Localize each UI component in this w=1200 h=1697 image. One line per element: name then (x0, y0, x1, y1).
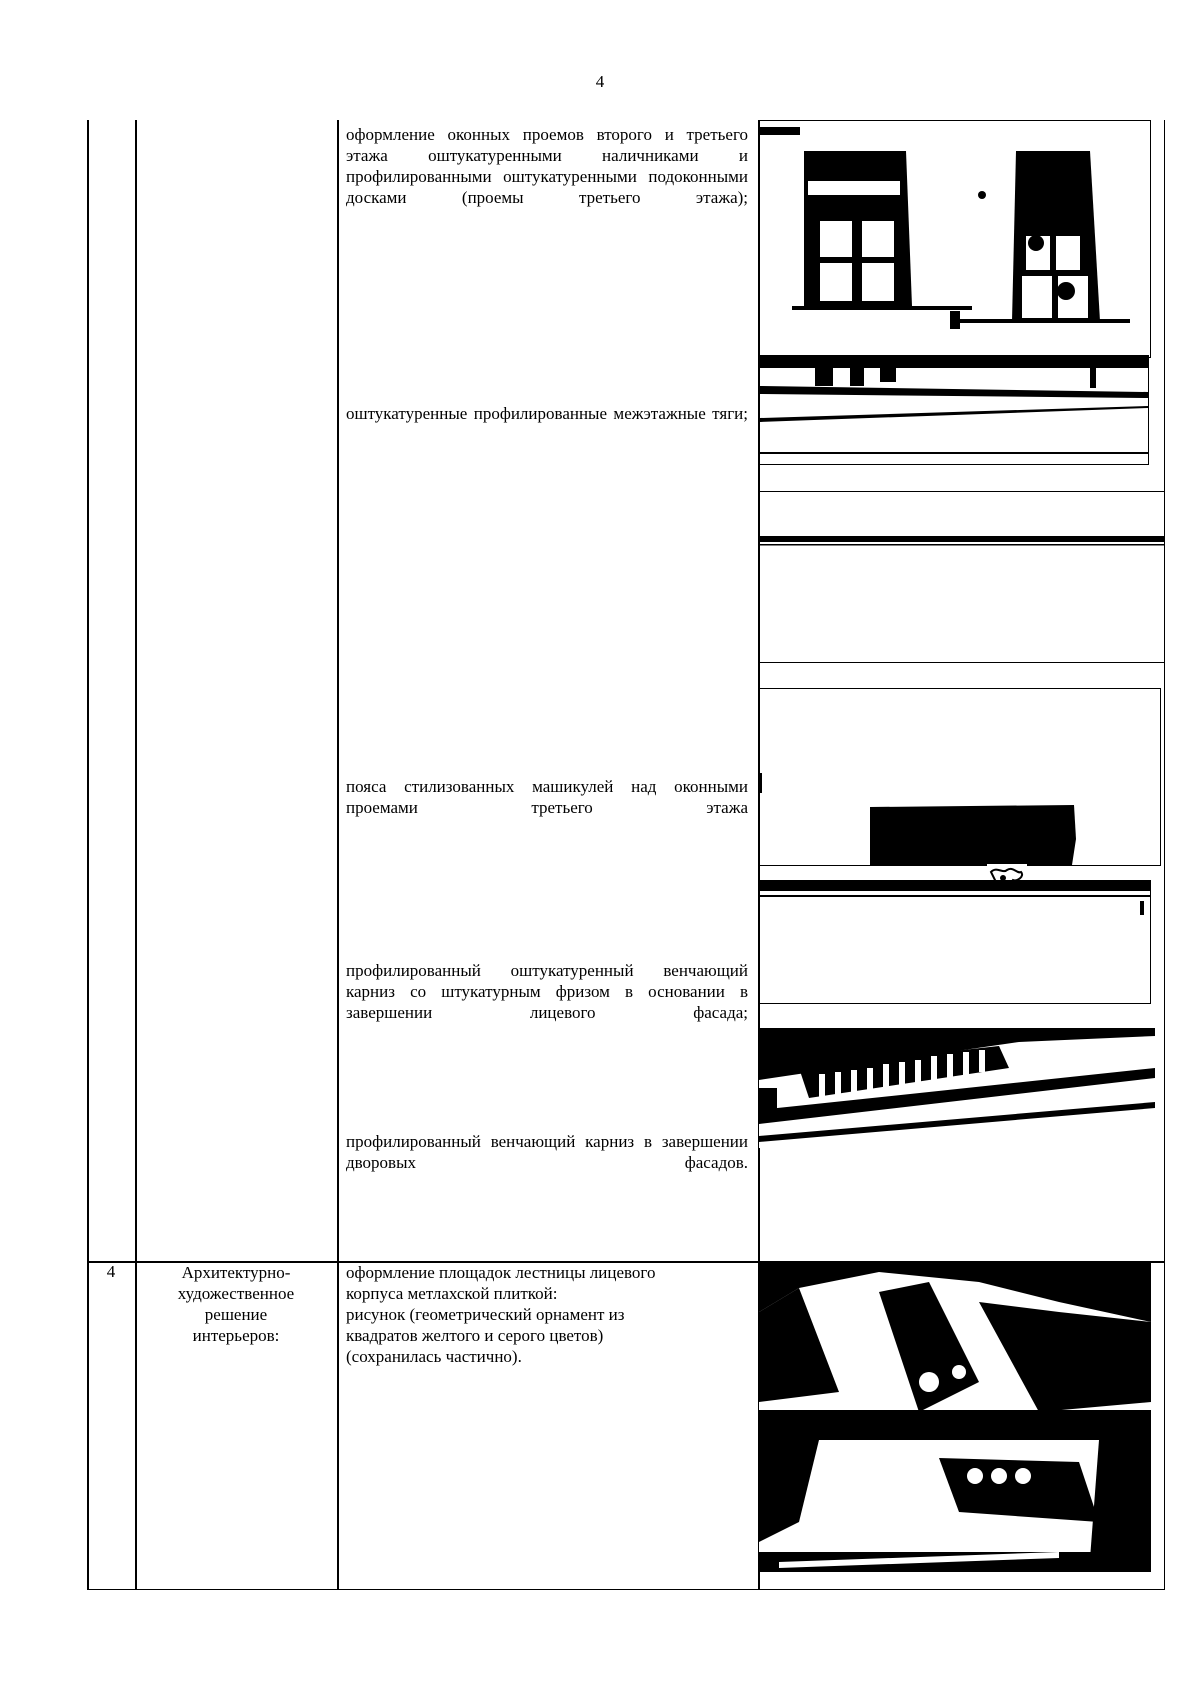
table-border-right (1164, 120, 1166, 1590)
column-divider (337, 120, 339, 1590)
courtyard-cornice-photo (759, 1028, 1155, 1148)
row-number: 4 (106, 1262, 116, 1281)
feature-text: оформление площадок лестницы лицевого корпуса метлахской плиткой: рисунок (геометрический орнамент из квадратов желтого и серого цветов) (сохранилась частично). (346, 1263, 656, 1366)
feature-text: пояса стилизованных машикулей над оконными проемами третьего этажа (346, 777, 748, 817)
tile-floor-photo (759, 1262, 1151, 1572)
page-number: 4 (595, 72, 605, 91)
string-course-photo (759, 491, 1165, 663)
table-border-bottom (87, 1589, 1165, 1591)
feature-text: профилированный оштукатуренный венчающий карниз со штукатурным фризом в основании в завершении лицевого фасада; (346, 961, 748, 1022)
objects-table (87, 120, 1165, 1590)
machicolation-photo (759, 688, 1161, 866)
column-divider (135, 120, 137, 1590)
cornice-band-photo (759, 355, 1149, 465)
section-title: Архитектурно- художественное решение интерьеров: (177, 1263, 295, 1345)
feature-text: оштукатуренные профилированные межэтажные тяги; (346, 404, 748, 423)
windows-photo (759, 120, 1151, 358)
table-border-left (87, 120, 89, 1590)
feature-text: оформление оконных проемов второго и третьего этажа оштукатуренными наличниками и профилированными оштукатуренными подоконными досками (проемы третьего этажа); (346, 125, 748, 207)
crowning-cornice-photo (759, 880, 1151, 1004)
feature-text: профилированный венчающий карниз в завершении дворовых фасадов. (346, 1132, 748, 1172)
